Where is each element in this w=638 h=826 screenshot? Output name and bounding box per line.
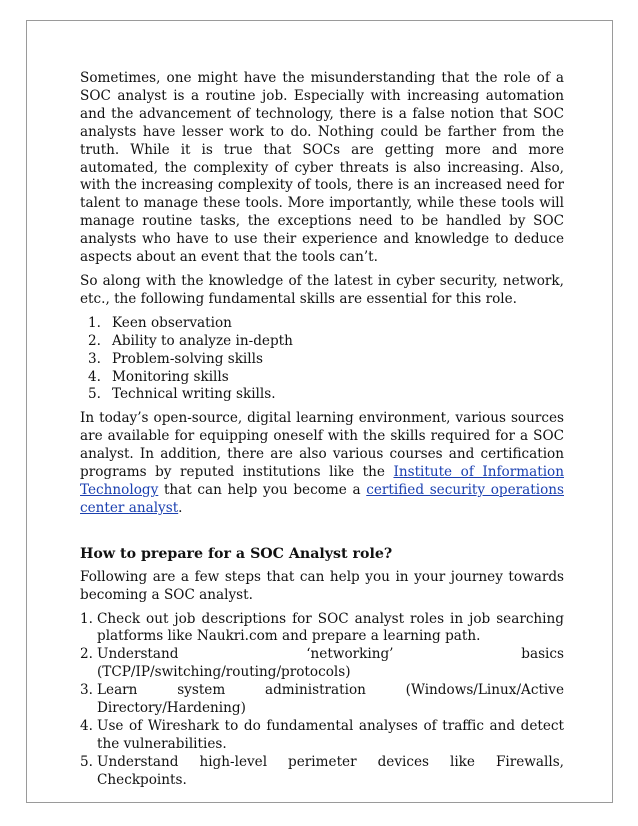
steps-list-item [80,682,564,718]
list-number: 4. [88,368,101,385]
steps-intro-paragraph: Following are a few steps that can help you in your journey towards becoming a SOC analyst. [80,568,564,603]
steps-list-item [80,646,564,682]
intro-paragraph: Sometimes, one might have the misunderstanding that the role of a SOC analyst is a routine job. Especially with increasing automation and the advancement of technology, there is a false notion that SOC analysts have lesser work to do. Nothing could be farther from the truth. While it is true that SOCs are getting more and more automated, the complexity of cyber threats is also increasing. Also, with the increasing complexity of tools, there is an increased need for talent to manage these tools. More importantly, while these tools will manage routine tasks, the exceptions need to be handled by SOC analysts who have to use their experience and knowledge to deduce aspects about an event that the tools can’t. [80,70,564,266]
list-number: 3. [80,682,93,699]
list-item-text: Understand high-level perimeter devices like Firewalls, Checkpoints. [97,753,564,788]
list-item-text: Keen observation [112,314,232,331]
list-item-text: Ability to analyze in-depth [112,332,293,349]
steps-list [80,611,564,790]
paragraph-text: that can help you become a [158,481,367,498]
list-item-text: Technical writing skills. [112,386,276,403]
skills-list-item [80,369,564,387]
list-number: 3. [88,350,101,367]
list-item-text: Understand ‘networking’ basics (TCP/IP/switching/routing/protocols) [97,646,564,681]
list-number: 1. [80,610,93,627]
list-item-text: Monitoring skills [112,368,229,385]
skills-list-item [80,386,564,404]
list-item-text: Use of Wireshark to do fundamental analyses of traffic and detect the vulnerabilities. [97,718,564,752]
list-item-text: Learn system administration (Windows/Linux/Active Directory/Hardening) [97,682,564,717]
list-number: 2. [88,332,101,349]
skills-list [80,315,564,405]
list-number: 2. [80,646,93,663]
list-item-text: Problem-solving skills [112,350,263,367]
skills-list-item [80,315,564,333]
steps-list-item [80,611,564,647]
list-number: 5. [80,753,93,770]
skills-intro-paragraph: So along with the knowledge of the latest in cyber security, network, etc., the following fundamental skills are essential for this role. [80,272,564,307]
section-heading: How to prepare for a SOC Analyst role? [80,545,393,562]
paragraph-text: In today’s open-source, digital learning environment, various sources are available for equipping oneself with the skills required for a SOC analyst. In addition, there are also various courses and certification programs by reputed institutions like the [80,410,564,481]
list-number: 5. [88,386,101,403]
resources-paragraph [80,410,564,517]
certified-analyst-link[interactable]: certified security operations center analyst [80,481,564,516]
list-number: 4. [80,718,93,734]
skills-list-item [80,333,564,351]
skills-list-item [80,351,564,369]
iit-link[interactable]: Institute of Information Technology [80,464,564,498]
list-number: 1. [88,314,101,331]
list-item-text: Check out job descriptions for SOC analyst roles in job searching platforms like Naukri.com and prepare a learning path. [97,610,564,645]
steps-list-item [80,754,564,790]
paragraph-text: . [178,499,183,516]
steps-list-item [80,718,564,754]
document-body [80,70,564,790]
